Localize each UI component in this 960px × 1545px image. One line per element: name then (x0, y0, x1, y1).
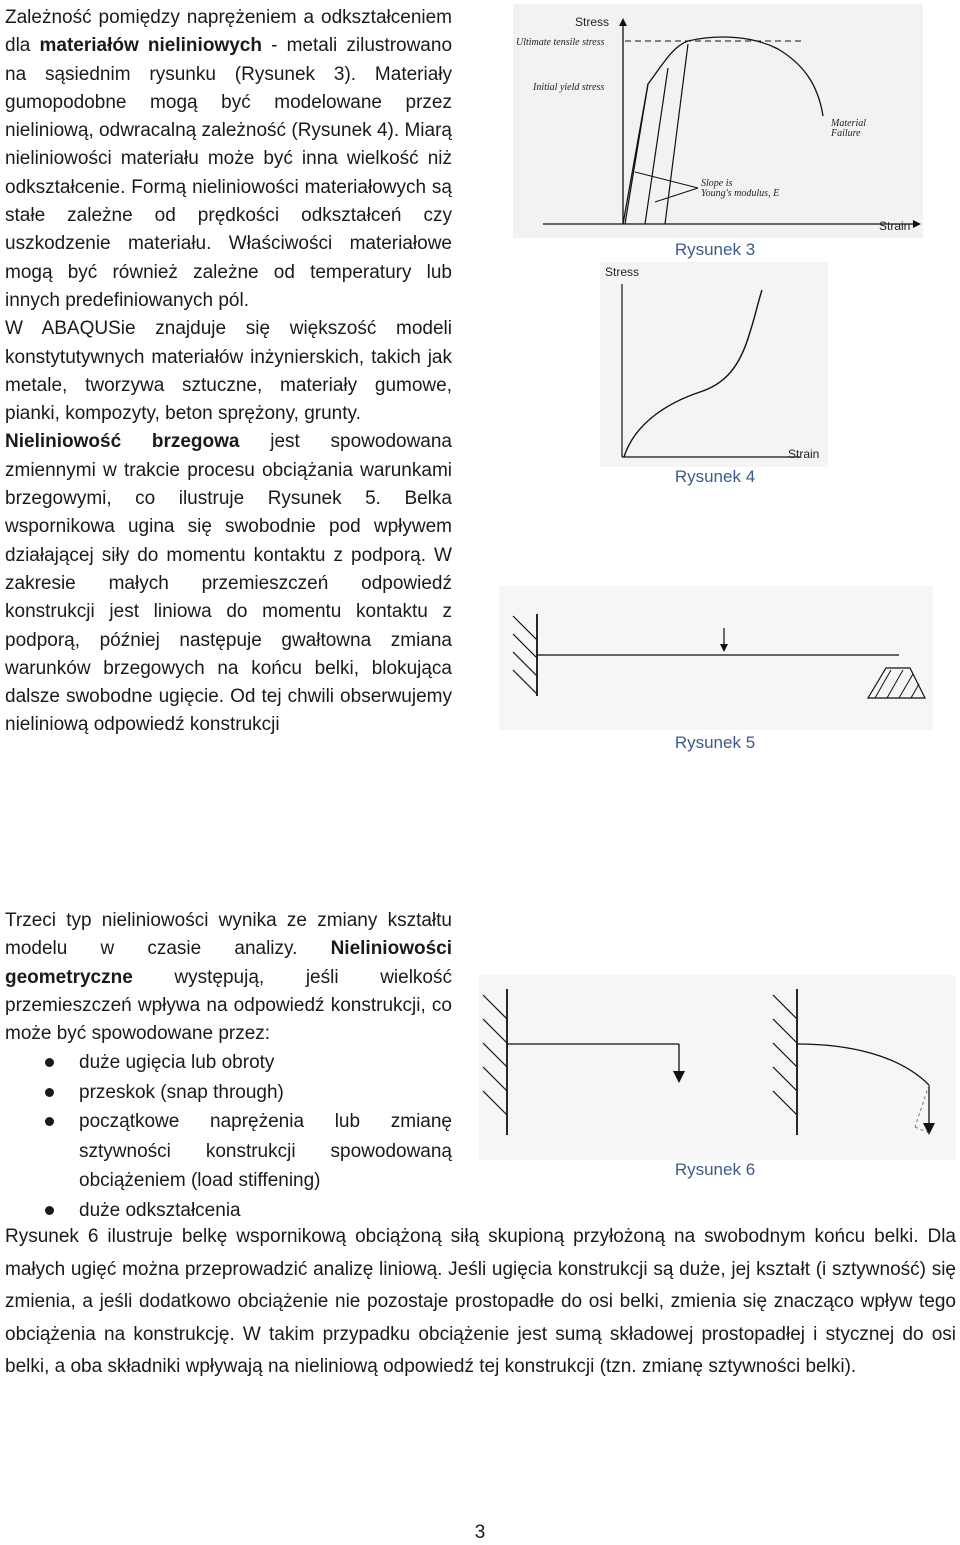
wall-hatching (513, 616, 537, 694)
component-dashed-line (915, 1085, 929, 1127)
paragraph-boundary-nonlinearity (5, 428, 452, 739)
slope-pointer-line (655, 188, 698, 202)
list-item: przeskok (snap through) (5, 1078, 452, 1108)
text-span: - metali zilustrowano na sąsiednim rysunku (Rysunek 3). Materiały gumopodobne mogą być modelowane przez nieliniową, odwracalną zależność (Rysunek 4). Miarą nieliniowości materiału może być inna wielkość niż odkształcenie. Formą nieliniowości materiałowych są stałe zależne od prędkości odkształceń czy uszkodzenie materiału. Właściwości materiałowe mogą być również zależne od temperatury lub innych predefiniowanych pól. (5, 35, 453, 311)
elastic-line (625, 84, 648, 224)
bullet-list (5, 1048, 452, 1225)
bold-term: Nieliniowości geometryczne (5, 938, 452, 988)
text-span: Trzeci typ nieliniowości wynika ze zmiany kształtu modelu w czasie analizy. (5, 910, 452, 960)
force-arrow-icon (673, 1071, 685, 1083)
label-slope: Slope is (701, 178, 733, 189)
wall-hatching-right (773, 995, 797, 1115)
text-span: Zależność pomiędzy naprężeniem a odkształceniem dla (5, 7, 452, 57)
paragraph-material-nonlinearity (5, 4, 452, 315)
label-failure: Failure (831, 128, 861, 139)
arrow-icon (619, 18, 627, 26)
label-stress: Stress (575, 15, 610, 29)
wall-hatching-left (483, 995, 507, 1115)
figure-stress-strain-metal (513, 4, 923, 238)
unload-line-1 (645, 68, 668, 224)
unload-line-2 (665, 44, 688, 224)
bold-term: materiałów nieliniowych (39, 35, 262, 57)
figure-cantilever-large-deflection (479, 975, 956, 1160)
slope-pointer-line (635, 172, 698, 188)
beam-deformed (797, 1044, 929, 1085)
label-stress: Stress (605, 265, 640, 279)
caption-figure-3: Rysunek 3 (674, 240, 756, 259)
list-item: duże odkształcenia (5, 1196, 452, 1226)
label-material: Material (831, 118, 866, 129)
bold-term: Nieliniowość brzegowa (5, 431, 240, 453)
paragraph-abaqus-models: W ABAQUSie znajduje się większość modeli konstytutywnych materiałów inżynierskich, takich jak metale, tworzywa sztuczne, materiały gumowe, pianki, kompozyty, beton sprężony, grunty. (5, 318, 452, 425)
label-strain: Strain (788, 447, 820, 461)
figure-stress-strain-rubber (600, 262, 828, 467)
label-strain: Strain (879, 219, 911, 233)
paragraph-figure-6-description: Rysunek 6 ilustruje belkę wspornikową obciążoną siłą skupioną przyłożoną na swobodnym końcu belki. Dla małych ugięć można przeprowadzić analizę liniową. Jeśli ugięcia konstrukcji są duże, jej kształt (i sztywność) się zmienia, a jeśli dodatkowo obciążenie nie pozostaje prostopadłe do osi belki, zmienia się znacząco wpływ tego obciążenia na konstrukcję. W takim przypadku obciążenie jest sumą składowej prostopadłej i stycznej do osi belki, a oba składniki wpływają na nieliniową odpowiedź tej konstrukcji (tzn. zmianę sztywności belki). (5, 1226, 956, 1378)
text-span: występują, jeśli wielkość przemieszczeń wpływa na odpowiedź konstrukcji, co może być spowodowane przez: (5, 966, 452, 1045)
caption-figure-5: Rysunek 5 (674, 733, 756, 752)
arrow-icon (913, 220, 921, 228)
rubber-curve (624, 290, 762, 457)
page-number: 3 (474, 1522, 486, 1543)
force-arrow-icon (720, 644, 728, 652)
label-initial-yield-stress: Initial yield stress (533, 82, 605, 93)
force-arrow-icon (923, 1123, 935, 1135)
list-item: początkowe naprężenia lub zmianę sztywności konstrukcji spowodowaną obciążeniem (load stiffening) (5, 1107, 452, 1196)
list-item: duże ugięcia lub obroty (5, 1048, 452, 1078)
label-youngs-modulus: Young's modulus, E (701, 188, 780, 199)
label-ultimate-tensile-stress: Ultimate tensile stress (516, 37, 605, 48)
paragraph-geometric-nonlinearity (5, 907, 452, 1048)
caption-figure-4: Rysunek 4 (674, 467, 756, 486)
text-column-middle (5, 907, 452, 1225)
caption-figure-6: Rysunek 6 (674, 1160, 756, 1179)
figure-cantilever-contact (499, 586, 933, 730)
text-span: jest spowodowana zmiennymi w trakcie procesu obciążania warunkami brzegowymi, co ilustruje Rysunek 5. Belka wspornikowa ugina się swobodnie pod wpływem działającej siły do momentu kontaktu z podporą. W zakresie małych przemieszczeń odpowiedź konstrukcji jest liniowa do momentu kontaktu z podporą, później następuje gwałtowna zmiana warunków brzegowych na końcu belki, blokująca dalsze swobodne ugięcie. Od tej chwili obserwujemy nieliniową odpowiedź konstrukcji (5, 431, 452, 736)
support-icon (868, 668, 925, 698)
text-column-top (5, 4, 452, 740)
